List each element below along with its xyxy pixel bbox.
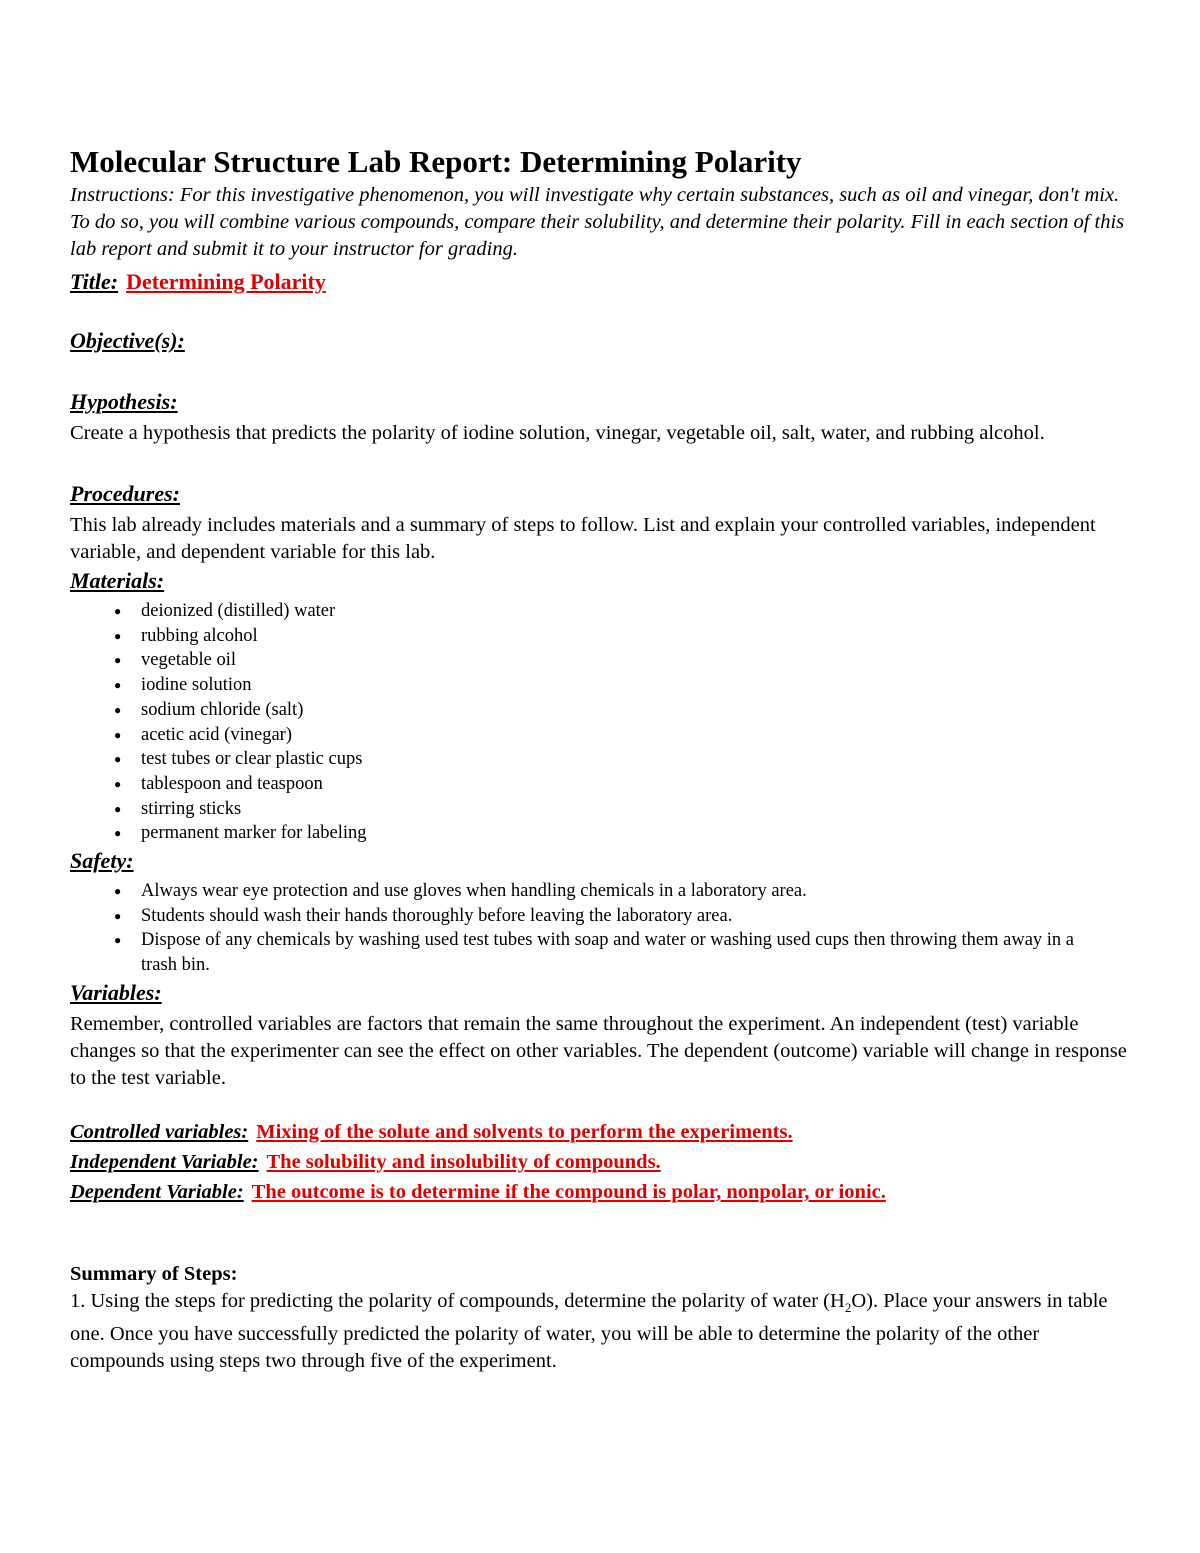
- title-row: [70, 267, 1130, 300]
- page-title: Molecular Structure Lab Report: Determining Polarity: [70, 144, 802, 179]
- independent-variable-row: [70, 1148, 1130, 1178]
- list-item: ● sodium chloride (salt): [141, 698, 1130, 723]
- objective-section: [70, 326, 1130, 359]
- title-label: Title:: [70, 269, 119, 294]
- list-item: ● iodine solution: [141, 673, 1130, 698]
- summary-step-1: [70, 1288, 1130, 1375]
- list-item: ● vegetable oil: [141, 648, 1130, 673]
- procedures-label: Procedures:: [70, 481, 180, 506]
- water-subscript: 2: [844, 1299, 852, 1315]
- independent-variable-label: Independent Variable:: [70, 1150, 259, 1173]
- list-item: ● tablespoon and teaspoon: [141, 772, 1130, 797]
- controlled-variables-label: Controlled variables:: [70, 1120, 249, 1143]
- hypothesis-text: Create a hypothesis that predicts the polarity of iodine solution, vinegar, vegetable oil, salt, water, and rubbing alcohol.: [70, 422, 1045, 444]
- instructions-text: Instructions: For this investigative phenomenon, you will investigate why certain substances, such as oil and vinegar, don't mix. To do so, you will combine various compounds, compare their solubility, and determine their polarity. Fill in each section of this lab report and submit it to your instructor for grading.: [70, 184, 1125, 260]
- controlled-variables-row: [70, 1118, 1130, 1148]
- procedures-section: [70, 479, 1130, 512]
- list-item: ● permanent marker for labeling: [141, 821, 1130, 846]
- list-item: ● Students should wash their hands thoroughly before leaving the laboratory area.: [141, 904, 1101, 929]
- summary-step-1-start: 1. Using the steps for predicting the polarity of compounds, determine the polarity of water (H: [70, 1289, 845, 1312]
- safety-list: [70, 879, 1101, 978]
- procedures-text: This lab already includes materials and a summary of steps to follow. List and explain your controlled variables, independent variable, and dependent variable for this lab.: [70, 514, 1096, 563]
- independent-variable-value: The solubility and insolubility of compounds.: [266, 1150, 661, 1173]
- summary-step-1-end: O). Place your answers in table one. Once you have successfully predicted the polarity of water, you will be able to determine the polarity of the other compounds using steps two through five of the experiment.: [70, 1289, 1108, 1372]
- title-value: Determining Polarity: [126, 269, 326, 294]
- list-item: ● Dispose of any chemicals by washing used test tubes with soap and water or washing used cups then throwing them away in a trash bin.: [141, 928, 1101, 977]
- summary-heading: Summary of Steps:: [70, 1262, 238, 1285]
- materials-section: [70, 566, 1130, 599]
- safety-label: Safety:: [70, 848, 134, 874]
- list-item: ● Always wear eye protection and use gloves when handling chemicals in a laboratory area.: [141, 879, 1101, 904]
- materials-list: [70, 599, 1130, 846]
- list-item: ● acetic acid (vinegar): [141, 723, 1130, 748]
- hypothesis-label: Hypothesis:: [70, 389, 178, 414]
- document-content: [70, 142, 1130, 1375]
- materials-label: Materials:: [70, 568, 165, 593]
- dependent-variable-value: The outcome is to determine if the compound is polar, nonpolar, or ionic.: [251, 1180, 886, 1203]
- variables-section: [70, 978, 1130, 1011]
- hypothesis-section: [70, 387, 1130, 420]
- dependent-variable-label: Dependent Variable:: [70, 1180, 244, 1203]
- controlled-variables-value: Mixing of the solute and solvents to perform the experiments.: [256, 1120, 793, 1143]
- list-item: ● stirring sticks: [141, 797, 1130, 822]
- objective-label: Objective(s):: [70, 328, 185, 353]
- list-item: ● rubbing alcohol: [141, 624, 1130, 649]
- dependent-variable-row: [70, 1178, 1130, 1208]
- variables-text: Remember, controlled variables are factors that remain the same throughout the experiment. An independent (test) variable changes so that the experimenter can see the effect on other variables. The dependent (outcome) variable will change in response to the test variable.: [70, 1012, 1127, 1089]
- safety-section: [70, 846, 1130, 879]
- variables-label: Variables:: [70, 979, 162, 1005]
- list-item: ● deionized (distilled) water: [141, 599, 1130, 624]
- list-item: ● test tubes or clear plastic cups: [141, 747, 1130, 772]
